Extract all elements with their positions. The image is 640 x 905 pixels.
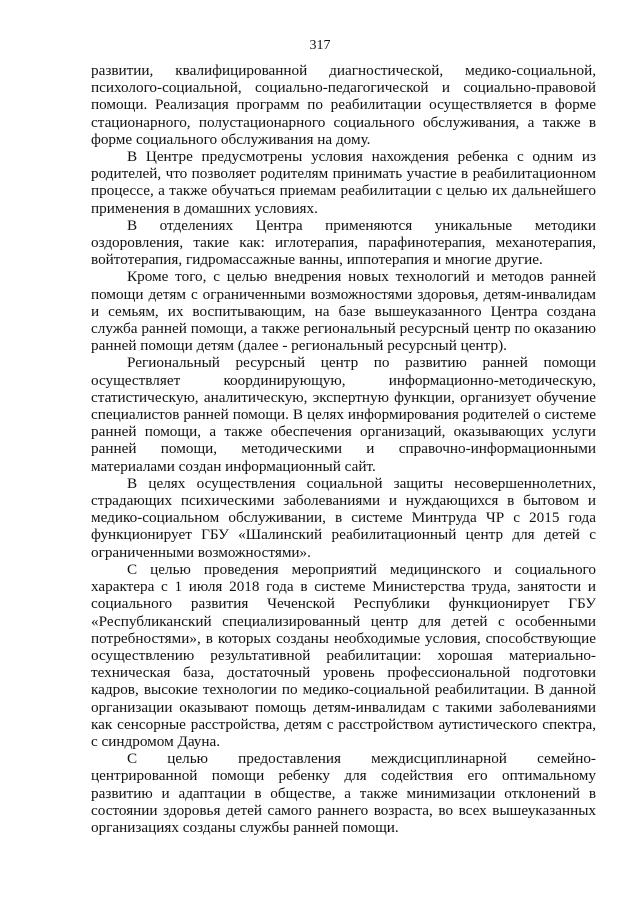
paragraph: В целях осуществления социальной защиты несовершеннолетних, страдающих психическими заболеваниями и нуждающихся в бытовом и медико-социальном обслуживании, в системе Минтруда ЧР с 2015 года функционирует ГБУ «Шалинский реабилитационный центр для детей с ограниченными возможностями». [91,474,596,561]
paragraph: Кроме того, с целью внедрения новых технологий и методов ранней помощи детям с ограниченными возможностями здоровья, детям-инвалидам и семьям, их воспитывающим, на базе вышеуказанного Центра создана служба ранней помощи, а также региональный ресурсный центр по оказанию ранней помощи детям (далее - региональный ресурсный центр). [91,268,596,355]
paragraph: С целью предоставления междисциплинарной семейно-центрированной помощи ребенку для содействия его оптимальному развитию и адаптации в обществе, а также минимизации отклонений в состоянии здоровья детей самого раннего возраста, во всех вышеуказанных организациях созданы службы ранней помощи. [91,750,596,836]
paragraph: развитии, квалифицированной диагностической, медико-социальной, психолого-социальной, социально-педагогической и социально-правовой помощи. Реализация программ по реабилитации осуществляется в форме стационарного, полустационарного социального обслуживания, а также в форме социального обслуживания на дому. [91,62,596,148]
paragraph: С целью проведения мероприятий медицинского и социального характера с 1 июля 2018 года в системе Министерства труда, занятости и социального развития Чеченской Республики функционирует ГБУ «Республиканский специализированный центр для детей с особенными потребностями», в которых созданы необходимые условия, способствующие осуществлению результативной реабилитации: хорошая материально-техническая база, достаточный уровень профессиональной подготовки кадров, высокие технологии по медико-социальной реабилитации. В данной организации оказывают помощь детям-инвалидам с такими заболеваниями как сенсорные расстройства, детям с расстройством аутистического спектра, с синдромом Дауна. [91,560,596,750]
paragraph: Региональный ресурсный центр по развитию ранней помощи осуществляет координирующую, информационно-методическую, статистическую, аналитическую, экспертную функции, организует обучение специалистов ранней помощи. В целях информирования родителей о системе ранней помощи, а также обеспечения организаций, оказывающих услуги ранней помощи, методическими и справочно-информационными материалами создан информационный сайт. [91,354,596,475]
paragraph: В отделениях Центра применяются уникальные методики оздоровления, такие как: иглотерапия, парафинотерапия, механотерапия, войтотерапия, гидромассажные ванны, иппотерапия и многие другие. [91,216,596,269]
page-number: 317 [309,38,331,53]
body-text [91,62,596,836]
paragraph: В Центре предусмотрены условия нахождения ребенка с одним из родителей, что позволяет родителям принимать участие в реабилитационном процессе, а также обучаться приемам реабилитации с целью их дальнейшего применения в домашних условиях. [91,148,596,217]
